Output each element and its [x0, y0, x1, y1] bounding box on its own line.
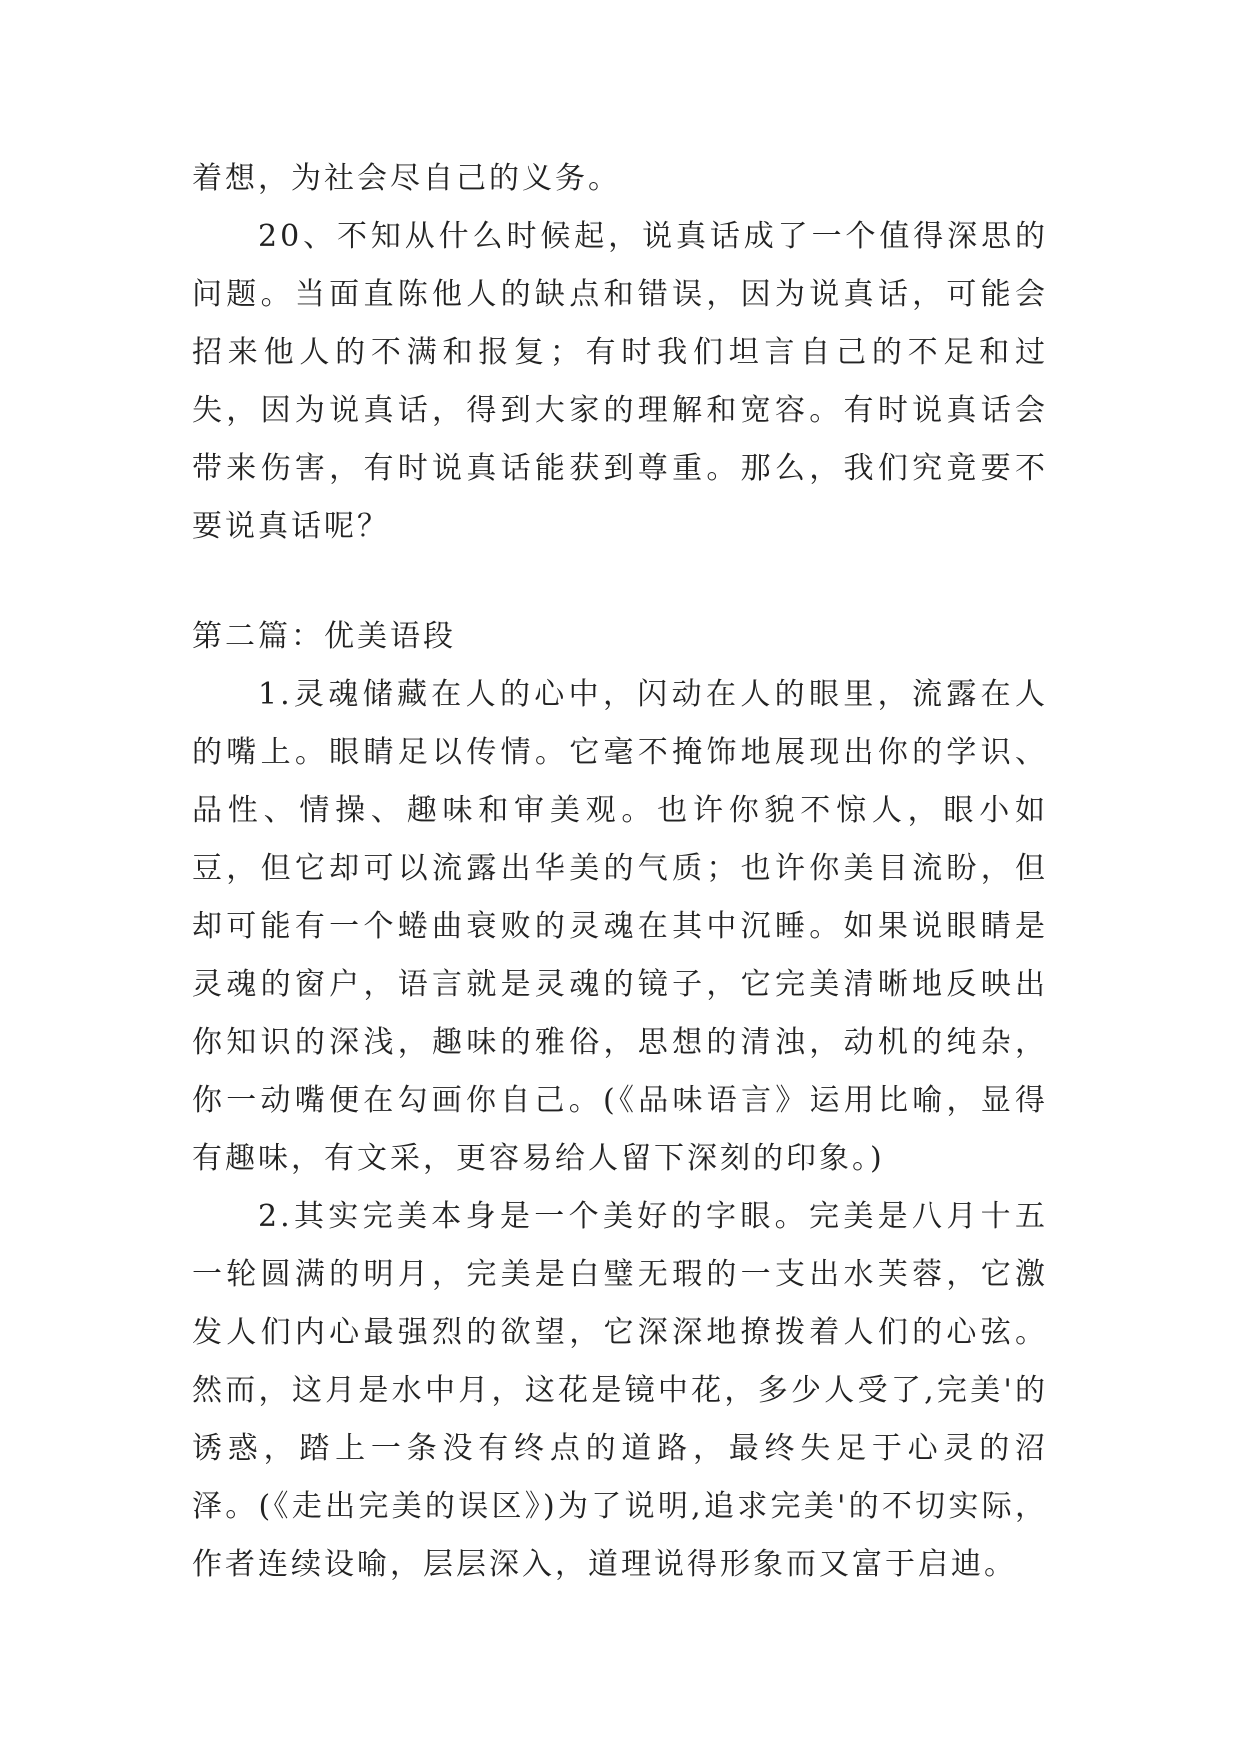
section-heading: 第二篇：优美语段	[192, 619, 456, 654]
document-body	[192, 150, 1048, 1594]
section-paragraph-1: 1.灵魂储藏在人的心中，闪动在人的眼里，流露在人的嘴上。眼睛足以传情。它毫不掩饰地展现出你的学识、品性、情操、趣味和审美观。也许你貌不惊人，眼小如豆，但它却可以流露出华美的气质；也许你美目流盼，但却可能有一个蜷曲衰败的灵魂在其中沉睡。如果说眼睛是灵魂的窗户，语言就是灵魂的镜子，它完美清晰地反映出你知识的深浅，趣味的雅俗，思想的清浊，动机的纯杂，你一动嘴便在勾画你自己。(《品味语言》运用比喻，显得有趣味，有文采，更容易给人留下深刻的印象。)	[192, 677, 1048, 1176]
paragraph-continuation: 着想，为社会尽自己的义务。	[192, 161, 621, 196]
section-paragraph-2: 2.其实完美本身是一个美好的字眼。完美是八月十五一轮圆满的明月，完美是白璧无瑕的一支出水芙蓉，它激发人们内心最强烈的欲望，它深深地撩拨着人们的心弦。然而，这月是水中月，这花是镜中花，多少人受了,完美'的诱惑，踏上一条没有终点的道路，最终失足于心灵的沼泽。(《走出完美的误区》)为了说明,追求完美'的不切实际，作者连续设喻，层层深入，道理说得形象而又富于启迪。	[192, 1199, 1048, 1582]
paragraph-20: 20、不知从什么时候起，说真话成了一个值得深思的问题。当面直陈他人的缺点和错误，因为说真话，可能会招来他人的不满和报复；有时我们坦言自己的不足和过失，因为说真话，得到大家的理解和宽容。有时说真话会带来伤害，有时说真话能获到尊重。那么，我们究竟要不要说真话呢？	[192, 219, 1048, 544]
